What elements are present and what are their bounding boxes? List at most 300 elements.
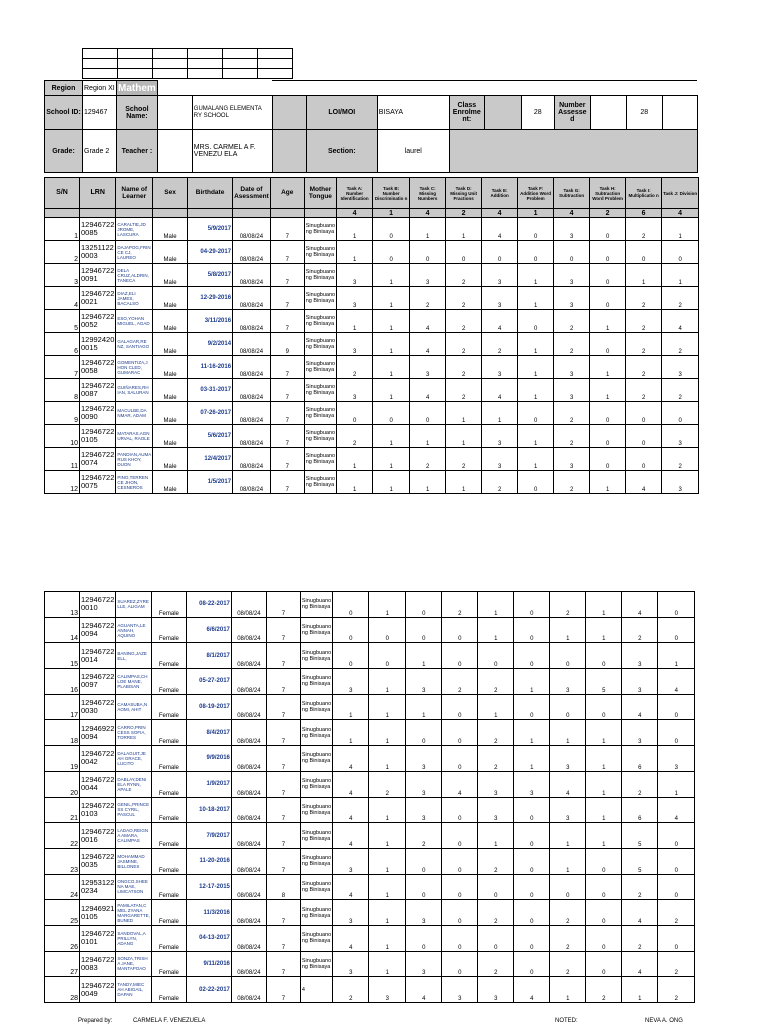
col-task-j: Task J: Division bbox=[662, 178, 699, 209]
score-cell: 1 bbox=[373, 425, 410, 448]
score-cell: 4 bbox=[482, 218, 518, 241]
birthdate-cell: 12-17-2015 bbox=[186, 874, 231, 900]
score-cell: 0 bbox=[590, 218, 626, 241]
score-cell: 0 bbox=[514, 694, 550, 720]
age-cell: 7 bbox=[266, 694, 300, 720]
assessment-date-cell: 08/08/24 bbox=[233, 241, 271, 264]
learner-row bbox=[45, 264, 699, 287]
learner-row bbox=[45, 797, 695, 823]
score-cell: 1 bbox=[369, 874, 406, 900]
score-cell: 0 bbox=[590, 264, 626, 287]
score-cell: 2 bbox=[662, 379, 699, 402]
score-cell: 0 bbox=[658, 720, 695, 746]
score-cell: 2 bbox=[410, 448, 446, 471]
lrn-cell: 12946921 0105 bbox=[80, 900, 116, 926]
col-task-f: Task F: Addition Word Problem bbox=[518, 178, 554, 209]
score-cell: 0 bbox=[369, 617, 406, 643]
max-score: 2 bbox=[446, 209, 482, 218]
name-cell: PINO,TERREN CE JHON, CESNEROS bbox=[116, 471, 153, 494]
score-cell: 3 bbox=[333, 848, 369, 874]
name-cell: SUAREZ,ZYRE LLE, ALIGAM bbox=[116, 592, 152, 618]
score-cell: 3 bbox=[662, 471, 699, 494]
col-task-c: Task C: Missing Numbers bbox=[410, 178, 446, 209]
sn-cell: 15 bbox=[45, 643, 80, 669]
score-cell: 5 bbox=[586, 669, 622, 695]
score-cell: 4 bbox=[333, 823, 369, 849]
score-cell: 0 bbox=[333, 592, 369, 618]
name-cell: DELA CRUZ,ALDRIN, TANECA bbox=[116, 264, 153, 287]
birthdate-cell: 12/4/2017 bbox=[188, 448, 233, 471]
col-mother-tongue: Mother Tongue bbox=[304, 178, 336, 209]
sex-cell: Female bbox=[151, 874, 186, 900]
score-cell: 1 bbox=[586, 592, 622, 618]
score-cell: 1 bbox=[446, 425, 482, 448]
score-cell: 4 bbox=[333, 771, 369, 797]
score-cell: 3 bbox=[554, 218, 590, 241]
birthdate-cell: 05-27-2017 bbox=[186, 669, 231, 695]
sn-cell: 5 bbox=[45, 310, 80, 333]
age-cell: 7 bbox=[266, 771, 300, 797]
col-task-i: Task I: Multiplicatio n bbox=[626, 178, 662, 209]
assessment-date-cell: 08/08/24 bbox=[231, 900, 266, 926]
score-cell: 0 bbox=[518, 310, 554, 333]
score-cell: 0 bbox=[586, 951, 622, 977]
col-sex: Sex bbox=[153, 178, 188, 209]
age-cell: 7 bbox=[270, 218, 304, 241]
score-cell: 1 bbox=[622, 977, 658, 1003]
score-cell: 1 bbox=[478, 617, 514, 643]
name-cell: AGUANTA,LE ANNAH, AQUINO bbox=[116, 617, 152, 643]
score-cell: 2 bbox=[554, 333, 590, 356]
score-cell: 2 bbox=[337, 425, 373, 448]
col-lrn: LRN bbox=[80, 178, 116, 209]
score-cell: 2 bbox=[478, 720, 514, 746]
score-cell: 1 bbox=[586, 823, 622, 849]
assessment-date-cell: 08/08/24 bbox=[233, 379, 271, 402]
assessment-date-cell: 08/08/24 bbox=[231, 848, 266, 874]
mother-tongue-cell: Sinugbuano ng Binisaya bbox=[300, 951, 332, 977]
sex-cell: Male bbox=[153, 402, 188, 425]
sex-cell: Male bbox=[153, 356, 188, 379]
grade-value: Grade 2 bbox=[83, 130, 117, 173]
max-score: 1 bbox=[373, 209, 410, 218]
score-cell: 1 bbox=[369, 720, 406, 746]
section-value: laurel bbox=[377, 130, 449, 173]
score-cell: 3 bbox=[406, 797, 442, 823]
mother-tongue-cell: Sinugbuano ng Binisaya bbox=[304, 379, 336, 402]
age-cell: 7 bbox=[266, 925, 300, 951]
score-cell: 1 bbox=[369, 925, 406, 951]
score-cell: 2 bbox=[442, 592, 478, 618]
sex-cell: Male bbox=[153, 425, 188, 448]
lrn-cell: 12946722 0091 bbox=[80, 264, 116, 287]
sn-cell: 19 bbox=[45, 746, 80, 772]
learner-row bbox=[45, 287, 699, 310]
score-cell: 0 bbox=[586, 694, 622, 720]
mother-tongue-cell: Sinugbuano ng Binisaya bbox=[300, 592, 332, 618]
sn-cell: 18 bbox=[45, 720, 80, 746]
score-cell: 4 bbox=[626, 471, 662, 494]
score-cell: 2 bbox=[446, 333, 482, 356]
score-cell: 1 bbox=[590, 356, 626, 379]
score-cell: 0 bbox=[337, 402, 373, 425]
score-cell: 1 bbox=[482, 402, 518, 425]
score-cell: 0 bbox=[590, 287, 626, 310]
school-id-value: 129467 bbox=[83, 96, 117, 130]
number-assessed-value: 28 bbox=[626, 96, 662, 130]
learner-row bbox=[45, 425, 699, 448]
learner-row bbox=[45, 771, 695, 797]
lrn-cell: 12946722 0075 bbox=[80, 471, 116, 494]
sn-cell: 11 bbox=[45, 448, 80, 471]
mother-tongue-cell: Sinugbuano ng Binisaya bbox=[300, 617, 332, 643]
score-cell: 1 bbox=[626, 264, 662, 287]
score-cell: 1 bbox=[518, 264, 554, 287]
learner-row bbox=[45, 848, 695, 874]
teacher-label: Teacher : bbox=[117, 130, 158, 173]
score-cell: 1 bbox=[550, 720, 586, 746]
lrn-cell: 12946722 0052 bbox=[80, 310, 116, 333]
birthdate-cell: 08-19-2017 bbox=[186, 694, 231, 720]
score-cell: 2 bbox=[554, 402, 590, 425]
sex-cell: Female bbox=[151, 720, 186, 746]
sex-cell: Female bbox=[151, 617, 186, 643]
sn-cell: 1 bbox=[45, 218, 80, 241]
score-cell: 2 bbox=[446, 356, 482, 379]
score-cell: 1 bbox=[586, 617, 622, 643]
score-cell: 1 bbox=[406, 694, 442, 720]
learner-table-page1 bbox=[44, 177, 699, 494]
score-cell: 4 bbox=[482, 379, 518, 402]
score-cell: 4 bbox=[410, 379, 446, 402]
score-cell: 5 bbox=[622, 823, 658, 849]
sex-cell: Female bbox=[151, 951, 186, 977]
birthdate-cell: 11-16-2016 bbox=[188, 356, 233, 379]
score-cell: 3 bbox=[478, 977, 514, 1003]
region-label: Region bbox=[45, 81, 83, 96]
col-task-e: Task E: Addition bbox=[482, 178, 518, 209]
name-cell: CAMASUBA,N AOMI, AHIT bbox=[116, 694, 152, 720]
score-cell: 2 bbox=[626, 333, 662, 356]
score-cell: 6 bbox=[622, 797, 658, 823]
lrn-cell: 12946722 0074 bbox=[80, 448, 116, 471]
score-cell: 0 bbox=[514, 823, 550, 849]
name-cell: MATARAS,AGN URVAL, RAOLE bbox=[116, 425, 153, 448]
score-cell: 3 bbox=[337, 264, 373, 287]
score-cell: 1 bbox=[333, 720, 369, 746]
assessment-date-cell: 08/08/24 bbox=[233, 310, 271, 333]
sex-cell: Female bbox=[151, 900, 186, 926]
score-cell: 0 bbox=[658, 874, 695, 900]
score-cell: 1 bbox=[446, 218, 482, 241]
score-cell: 3 bbox=[406, 746, 442, 772]
age-cell: 7 bbox=[270, 471, 304, 494]
score-cell: 0 bbox=[333, 617, 369, 643]
score-cell: 2 bbox=[658, 951, 695, 977]
score-cell: 2 bbox=[554, 425, 590, 448]
score-cell: 1 bbox=[478, 823, 514, 849]
score-cell: 4 bbox=[333, 746, 369, 772]
teacher-value: MRS. CARMEL A F. VENEZU ELA bbox=[192, 130, 272, 173]
sn-cell: 13 bbox=[45, 592, 80, 618]
score-cell: 1 bbox=[373, 310, 410, 333]
sn-cell: 16 bbox=[45, 669, 80, 695]
score-cell: 0 bbox=[482, 241, 518, 264]
name-cell: MACULBE,DA NMAR, ADAM bbox=[116, 402, 153, 425]
score-cell: 0 bbox=[514, 900, 550, 926]
score-cell: 0 bbox=[442, 874, 478, 900]
score-cell: 1 bbox=[446, 471, 482, 494]
grade-label: Grade: bbox=[45, 130, 83, 173]
sn-cell: 3 bbox=[45, 264, 80, 287]
score-cell: 2 bbox=[482, 333, 518, 356]
sex-cell: Female bbox=[151, 771, 186, 797]
score-cell: 2 bbox=[550, 900, 586, 926]
learner-row bbox=[45, 874, 695, 900]
score-cell: 0 bbox=[514, 874, 550, 900]
birthdate-cell: 02-22-2017 bbox=[186, 977, 231, 1003]
score-cell: 0 bbox=[406, 592, 442, 618]
score-cell: 2 bbox=[626, 356, 662, 379]
learner-row bbox=[45, 617, 695, 643]
score-cell: 3 bbox=[482, 356, 518, 379]
name-cell: CARRO,PRIN CESS SOFIA, TORRES bbox=[116, 720, 152, 746]
name-cell: MOHAMMAD JASMINE, BILLONES bbox=[116, 848, 152, 874]
col-task-a: Task A: Number Identification bbox=[337, 178, 373, 209]
age-cell: 7 bbox=[266, 643, 300, 669]
lrn-cell: 12946722 0021 bbox=[80, 287, 116, 310]
score-cell: 1 bbox=[662, 218, 699, 241]
lrn-cell: 12946722 0010 bbox=[80, 592, 116, 618]
school-name-value: GUMALANG ELEMENTA RY SCHOOL bbox=[192, 96, 272, 130]
score-cell: 1 bbox=[337, 310, 373, 333]
birthdate-cell: 08-22-2017 bbox=[186, 592, 231, 618]
age-cell: 7 bbox=[266, 592, 300, 618]
score-cell: 0 bbox=[442, 823, 478, 849]
prepared-by-value: CARMELA F. VENEZUELA bbox=[133, 1018, 206, 1024]
score-cell: 1 bbox=[514, 669, 550, 695]
score-cell: 2 bbox=[478, 848, 514, 874]
age-cell: 7 bbox=[270, 356, 304, 379]
score-cell: 1 bbox=[586, 771, 622, 797]
max-score: 4 bbox=[662, 209, 699, 218]
score-cell: 2 bbox=[446, 448, 482, 471]
birthdate-cell: 8/4/2017 bbox=[186, 720, 231, 746]
score-cell: 1 bbox=[373, 333, 410, 356]
score-cell: 2 bbox=[658, 977, 695, 1003]
score-cell: 2 bbox=[662, 333, 699, 356]
score-cell: 0 bbox=[514, 797, 550, 823]
lrn-cell: 12946722 0030 bbox=[80, 694, 116, 720]
score-cell: 0 bbox=[442, 951, 478, 977]
birthdate-cell: 5/6/2017 bbox=[188, 425, 233, 448]
col-task-h: Task H: Subtraction Word Problem bbox=[590, 178, 626, 209]
score-cell: 1 bbox=[590, 310, 626, 333]
score-cell: 3 bbox=[550, 746, 586, 772]
score-cell: 2 bbox=[369, 771, 406, 797]
score-cell: 3 bbox=[554, 264, 590, 287]
score-cell: 0 bbox=[550, 874, 586, 900]
name-cell: DALAGUIT,JE AH GRACE, LUCITO bbox=[116, 746, 152, 772]
score-cell: 1 bbox=[337, 218, 373, 241]
sn-cell: 4 bbox=[45, 287, 80, 310]
sex-cell: Female bbox=[151, 823, 186, 849]
assessment-date-cell: 08/08/24 bbox=[231, 925, 266, 951]
score-cell: 3 bbox=[662, 425, 699, 448]
score-cell: 3 bbox=[482, 264, 518, 287]
score-cell: 2 bbox=[478, 900, 514, 926]
learner-row bbox=[45, 643, 695, 669]
sex-cell: Male bbox=[153, 218, 188, 241]
score-cell: 0 bbox=[514, 592, 550, 618]
max-score: 2 bbox=[590, 209, 626, 218]
score-cell: 4 bbox=[622, 592, 658, 618]
learner-row bbox=[45, 448, 699, 471]
score-cell: 1 bbox=[406, 643, 442, 669]
score-cell: 3 bbox=[337, 287, 373, 310]
col-task-g: Task G: Subtraction bbox=[554, 178, 590, 209]
learner-row bbox=[45, 379, 699, 402]
mother-tongue-cell: Sinugbuano ng Binisaya bbox=[304, 448, 336, 471]
lrn-cell: 12946722 0094 bbox=[80, 617, 116, 643]
score-cell: 0 bbox=[333, 643, 369, 669]
score-cell: 0 bbox=[586, 874, 622, 900]
learner-row bbox=[45, 356, 699, 379]
learner-row bbox=[45, 951, 695, 977]
score-cell: 2 bbox=[626, 379, 662, 402]
score-cell: 0 bbox=[442, 797, 478, 823]
prepared-by-label: Prepared by: bbox=[78, 1018, 113, 1024]
score-cell: 3 bbox=[622, 720, 658, 746]
learner-table-page2 bbox=[44, 591, 695, 1003]
score-cell: 2 bbox=[446, 379, 482, 402]
score-cell: 0 bbox=[442, 746, 478, 772]
score-cell: 0 bbox=[478, 643, 514, 669]
lrn-cell: 12946722 0044 bbox=[80, 771, 116, 797]
birthdate-cell: 5/9/2017 bbox=[188, 218, 233, 241]
mother-tongue-cell: Sinugbuano ng Binisaya bbox=[304, 241, 336, 264]
mother-tongue-cell: Sinugbuano ng Binisaya bbox=[304, 218, 336, 241]
score-cell: 0 bbox=[514, 617, 550, 643]
age-cell: 8 bbox=[266, 874, 300, 900]
assessment-date-cell: 08/08/24 bbox=[231, 643, 266, 669]
sn-cell: 21 bbox=[45, 797, 80, 823]
score-cell: 0 bbox=[514, 848, 550, 874]
mother-tongue-cell: Sinugbuano ng Binisaya bbox=[304, 425, 336, 448]
mother-tongue-cell: Sinugbuano ng Binisaya bbox=[300, 874, 332, 900]
assessment-date-cell: 08/08/24 bbox=[233, 264, 271, 287]
score-cell: 1 bbox=[373, 379, 410, 402]
age-cell: 7 bbox=[266, 746, 300, 772]
score-cell: 3 bbox=[550, 669, 586, 695]
score-cell: 3 bbox=[554, 448, 590, 471]
subject-label: Mathem bbox=[118, 82, 156, 94]
col-task-b: Task B: Number Discriminatio n bbox=[373, 178, 410, 209]
score-cell: 1 bbox=[373, 471, 410, 494]
score-cell: 3 bbox=[482, 425, 518, 448]
score-cell: 3 bbox=[406, 669, 442, 695]
school-id-label: School ID: bbox=[45, 96, 83, 130]
score-cell: 3 bbox=[554, 287, 590, 310]
learner-row bbox=[45, 402, 699, 425]
lrn-cell: 12946722 0101 bbox=[80, 925, 116, 951]
age-cell: 7 bbox=[270, 448, 304, 471]
sex-cell: Male bbox=[153, 264, 188, 287]
score-cell: 0 bbox=[442, 617, 478, 643]
age-cell: 7 bbox=[266, 669, 300, 695]
score-cell: 1 bbox=[373, 287, 410, 310]
score-cell: 2 bbox=[662, 287, 699, 310]
sex-cell: Female bbox=[151, 669, 186, 695]
sn-cell: 23 bbox=[45, 848, 80, 874]
score-cell: 2 bbox=[446, 287, 482, 310]
learner-row bbox=[45, 977, 695, 1003]
score-cell: 0 bbox=[590, 241, 626, 264]
col-name: Name of Learner bbox=[116, 178, 153, 209]
score-cell: 0 bbox=[554, 241, 590, 264]
score-cell: 4 bbox=[622, 694, 658, 720]
name-cell: CARALTIE,JD JROME, LASCURA bbox=[116, 218, 153, 241]
mother-tongue-cell: Sinugbuano ng Binisaya bbox=[300, 797, 332, 823]
birthdate-cell: 10-18-2017 bbox=[186, 797, 231, 823]
mother-tongue-cell: Sinugbuano ng Binisaya bbox=[300, 848, 332, 874]
score-cell: 3 bbox=[482, 448, 518, 471]
mother-tongue-cell: Sinugbuano ng Binisaya bbox=[300, 771, 332, 797]
lrn-cell: 12992420 0015 bbox=[80, 333, 116, 356]
score-cell: 3 bbox=[369, 977, 406, 1003]
assessment-date-cell: 08/08/24 bbox=[231, 746, 266, 772]
mother-tongue-cell: Sinugbuano ng Binisaya bbox=[300, 669, 332, 695]
loi-value: BISAYA bbox=[377, 96, 449, 130]
sn-cell: 26 bbox=[45, 925, 80, 951]
score-cell: 1 bbox=[550, 977, 586, 1003]
age-cell: 7 bbox=[266, 977, 300, 1003]
score-cell: 0 bbox=[518, 471, 554, 494]
score-cell: 1 bbox=[369, 848, 406, 874]
birthdate-cell: 04-13-2017 bbox=[186, 925, 231, 951]
score-cell: 3 bbox=[337, 333, 373, 356]
score-cell: 0 bbox=[478, 925, 514, 951]
birthdate-cell: 12-29-2016 bbox=[188, 287, 233, 310]
learner-row bbox=[45, 471, 699, 494]
birthdate-cell: 9/2/2014 bbox=[188, 333, 233, 356]
sex-cell: Female bbox=[151, 848, 186, 874]
learner-row bbox=[45, 241, 699, 264]
name-cell: GOMENTIZA,J HON CLED, GUMARAC bbox=[116, 356, 153, 379]
assessment-date-cell: 08/08/24 bbox=[231, 951, 266, 977]
score-cell: 2 bbox=[333, 977, 369, 1003]
score-cell: 1 bbox=[590, 471, 626, 494]
score-cell: 0 bbox=[586, 900, 622, 926]
score-cell: 1 bbox=[662, 264, 699, 287]
score-cell: 1 bbox=[410, 471, 446, 494]
score-cell: 1 bbox=[586, 746, 622, 772]
age-cell: 7 bbox=[270, 425, 304, 448]
learner-row bbox=[45, 310, 699, 333]
name-cell: ONGCO,SHEE NA MAE, LIMCATSON bbox=[116, 874, 152, 900]
score-cell: 1 bbox=[446, 402, 482, 425]
age-cell: 7 bbox=[266, 951, 300, 977]
assessment-date-cell: 08/08/24 bbox=[231, 823, 266, 849]
score-cell: 0 bbox=[369, 643, 406, 669]
age-cell: 7 bbox=[266, 900, 300, 926]
score-cell: 0 bbox=[442, 848, 478, 874]
sex-cell: Male bbox=[153, 379, 188, 402]
lrn-cell: 12946722 0049 bbox=[80, 977, 116, 1003]
sn-cell: 28 bbox=[45, 977, 80, 1003]
number-assessed-label: Number Assesse d bbox=[554, 96, 590, 130]
learner-row bbox=[45, 669, 695, 695]
